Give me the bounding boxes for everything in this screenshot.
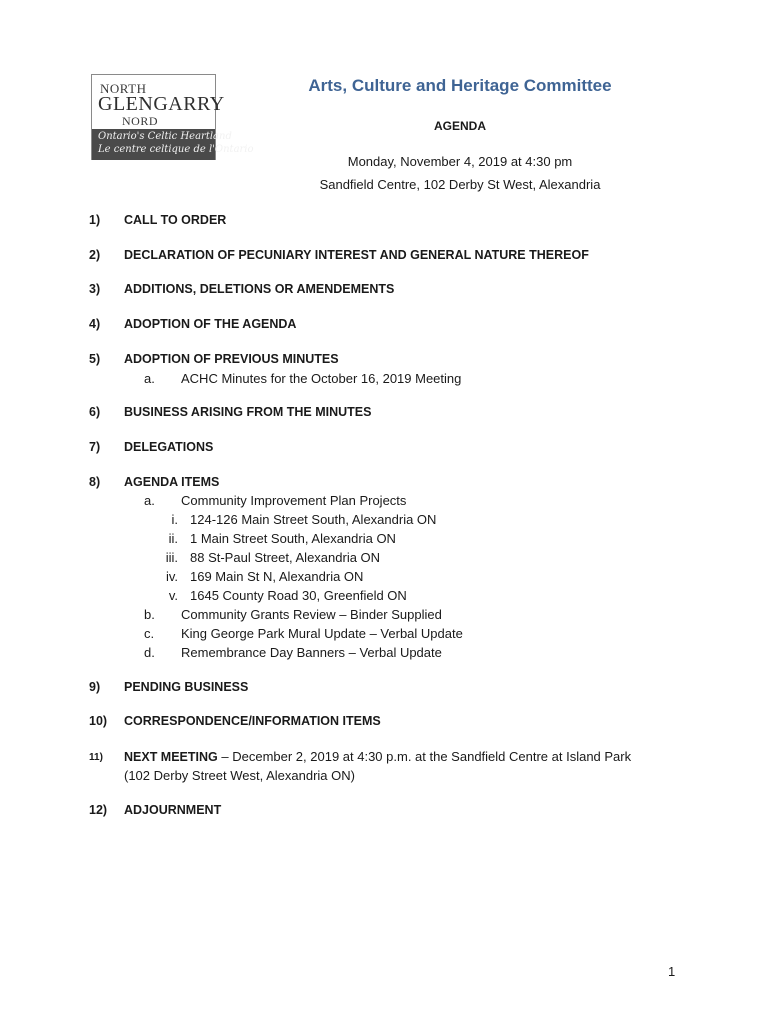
- project-address: 169 Main St N, Alexandria ON: [190, 569, 364, 584]
- committee-title: Arts, Culture and Heritage Committee: [308, 76, 612, 95]
- item-number: 10): [89, 714, 108, 728]
- item-label: PENDING BUSINESS: [124, 680, 249, 694]
- item-number: 5): [89, 352, 101, 366]
- logo-tagline-french: Le centre celtique de l'Ontario: [98, 144, 254, 155]
- project-address: 88 St-Paul Street, Alexandria ON: [190, 550, 381, 565]
- sub-item-text: Remembrance Day Banners – Verbal Update: [181, 645, 442, 660]
- item-label: ADOPTION OF PREVIOUS MINUTES: [124, 352, 339, 366]
- sub-item-letter: d.: [144, 645, 155, 660]
- meeting-venue: Sandfield Centre, 102 Derby St West, Alexandria: [319, 177, 601, 192]
- logo-tagline-english: Ontario's Celtic Heartland: [98, 131, 232, 142]
- item-number: 4): [89, 317, 101, 331]
- sub-item-text: ACHC Minutes for the October 16, 2019 Meeting: [181, 371, 462, 386]
- item-label: CORRESPONDENCE/INFORMATION ITEMS: [124, 714, 381, 728]
- agenda-heading: AGENDA: [433, 119, 486, 133]
- logo-nord: NORD: [122, 114, 159, 128]
- item-number: 1): [89, 213, 101, 227]
- north-glengarry-logo: [91, 74, 254, 160]
- item-number: 2): [89, 248, 101, 262]
- project-numeral: i.: [171, 512, 178, 527]
- project-numeral: ii.: [168, 531, 178, 546]
- sub-item-text: King George Park Mural Update – Verbal Update: [181, 626, 463, 641]
- project-address: 1645 County Road 30, Greenfield ON: [190, 588, 407, 603]
- sub-item-letter: b.: [144, 607, 155, 622]
- item-number: 3): [89, 282, 101, 296]
- logo-glengarry: GLENGARRY: [98, 93, 225, 115]
- logo-north: NORTH: [100, 81, 147, 96]
- item-label: DELEGATIONS: [124, 440, 214, 454]
- project-address: 124-126 Main Street South, Alexandria ON: [190, 512, 437, 527]
- sub-item-letter: c.: [144, 626, 155, 641]
- next-meeting-detail: – December 2, 2019 at 4:30 p.m. at the Sandfield Centre at Island Park: [217, 749, 632, 764]
- item-number: 12): [89, 803, 108, 817]
- next-meeting-address-text: (102 Derby Street West, Alexandria ON): [124, 768, 355, 783]
- sub-item-text: Community Grants Review – Binder Supplied: [181, 607, 442, 622]
- project-address: 1 Main Street South, Alexandria ON: [190, 531, 396, 546]
- item-label: NEXT MEETING: [124, 750, 218, 764]
- item-label: BUSINESS ARISING FROM THE MINUTES: [124, 405, 372, 419]
- sub-item-letter: a.: [144, 371, 155, 386]
- sub-item-text: Community Improvement Plan Projects: [181, 493, 407, 508]
- logo-tagline-band: [92, 129, 254, 160]
- item-label: ADJOURNMENT: [124, 803, 222, 817]
- page-number: 1: [668, 964, 676, 979]
- item-number: 8): [89, 475, 101, 489]
- item-number: 6): [89, 405, 101, 419]
- item-label: ADOPTION OF THE AGENDA: [124, 317, 297, 331]
- project-numeral: iii.: [165, 550, 178, 565]
- item-label: DECLARATION OF PECUNIARY INTEREST AND GENERAL NATURE THEREOF: [124, 248, 589, 262]
- sub-item-letter: a.: [144, 493, 155, 508]
- item-number: 7): [89, 440, 101, 454]
- meeting-date: Monday, November 4, 2019 at 4:30 pm: [347, 154, 573, 169]
- next-meeting-line: [124, 749, 631, 764]
- project-numeral: iv.: [165, 569, 178, 584]
- item-number: 9): [89, 680, 101, 694]
- item-label: ADDITIONS, DELETIONS OR AMENDEMENTS: [124, 282, 395, 296]
- project-numeral: v.: [168, 588, 178, 603]
- item-label: CALL TO ORDER: [124, 213, 227, 227]
- item-number: 11): [89, 752, 103, 763]
- item-label: AGENDA ITEMS: [124, 475, 220, 489]
